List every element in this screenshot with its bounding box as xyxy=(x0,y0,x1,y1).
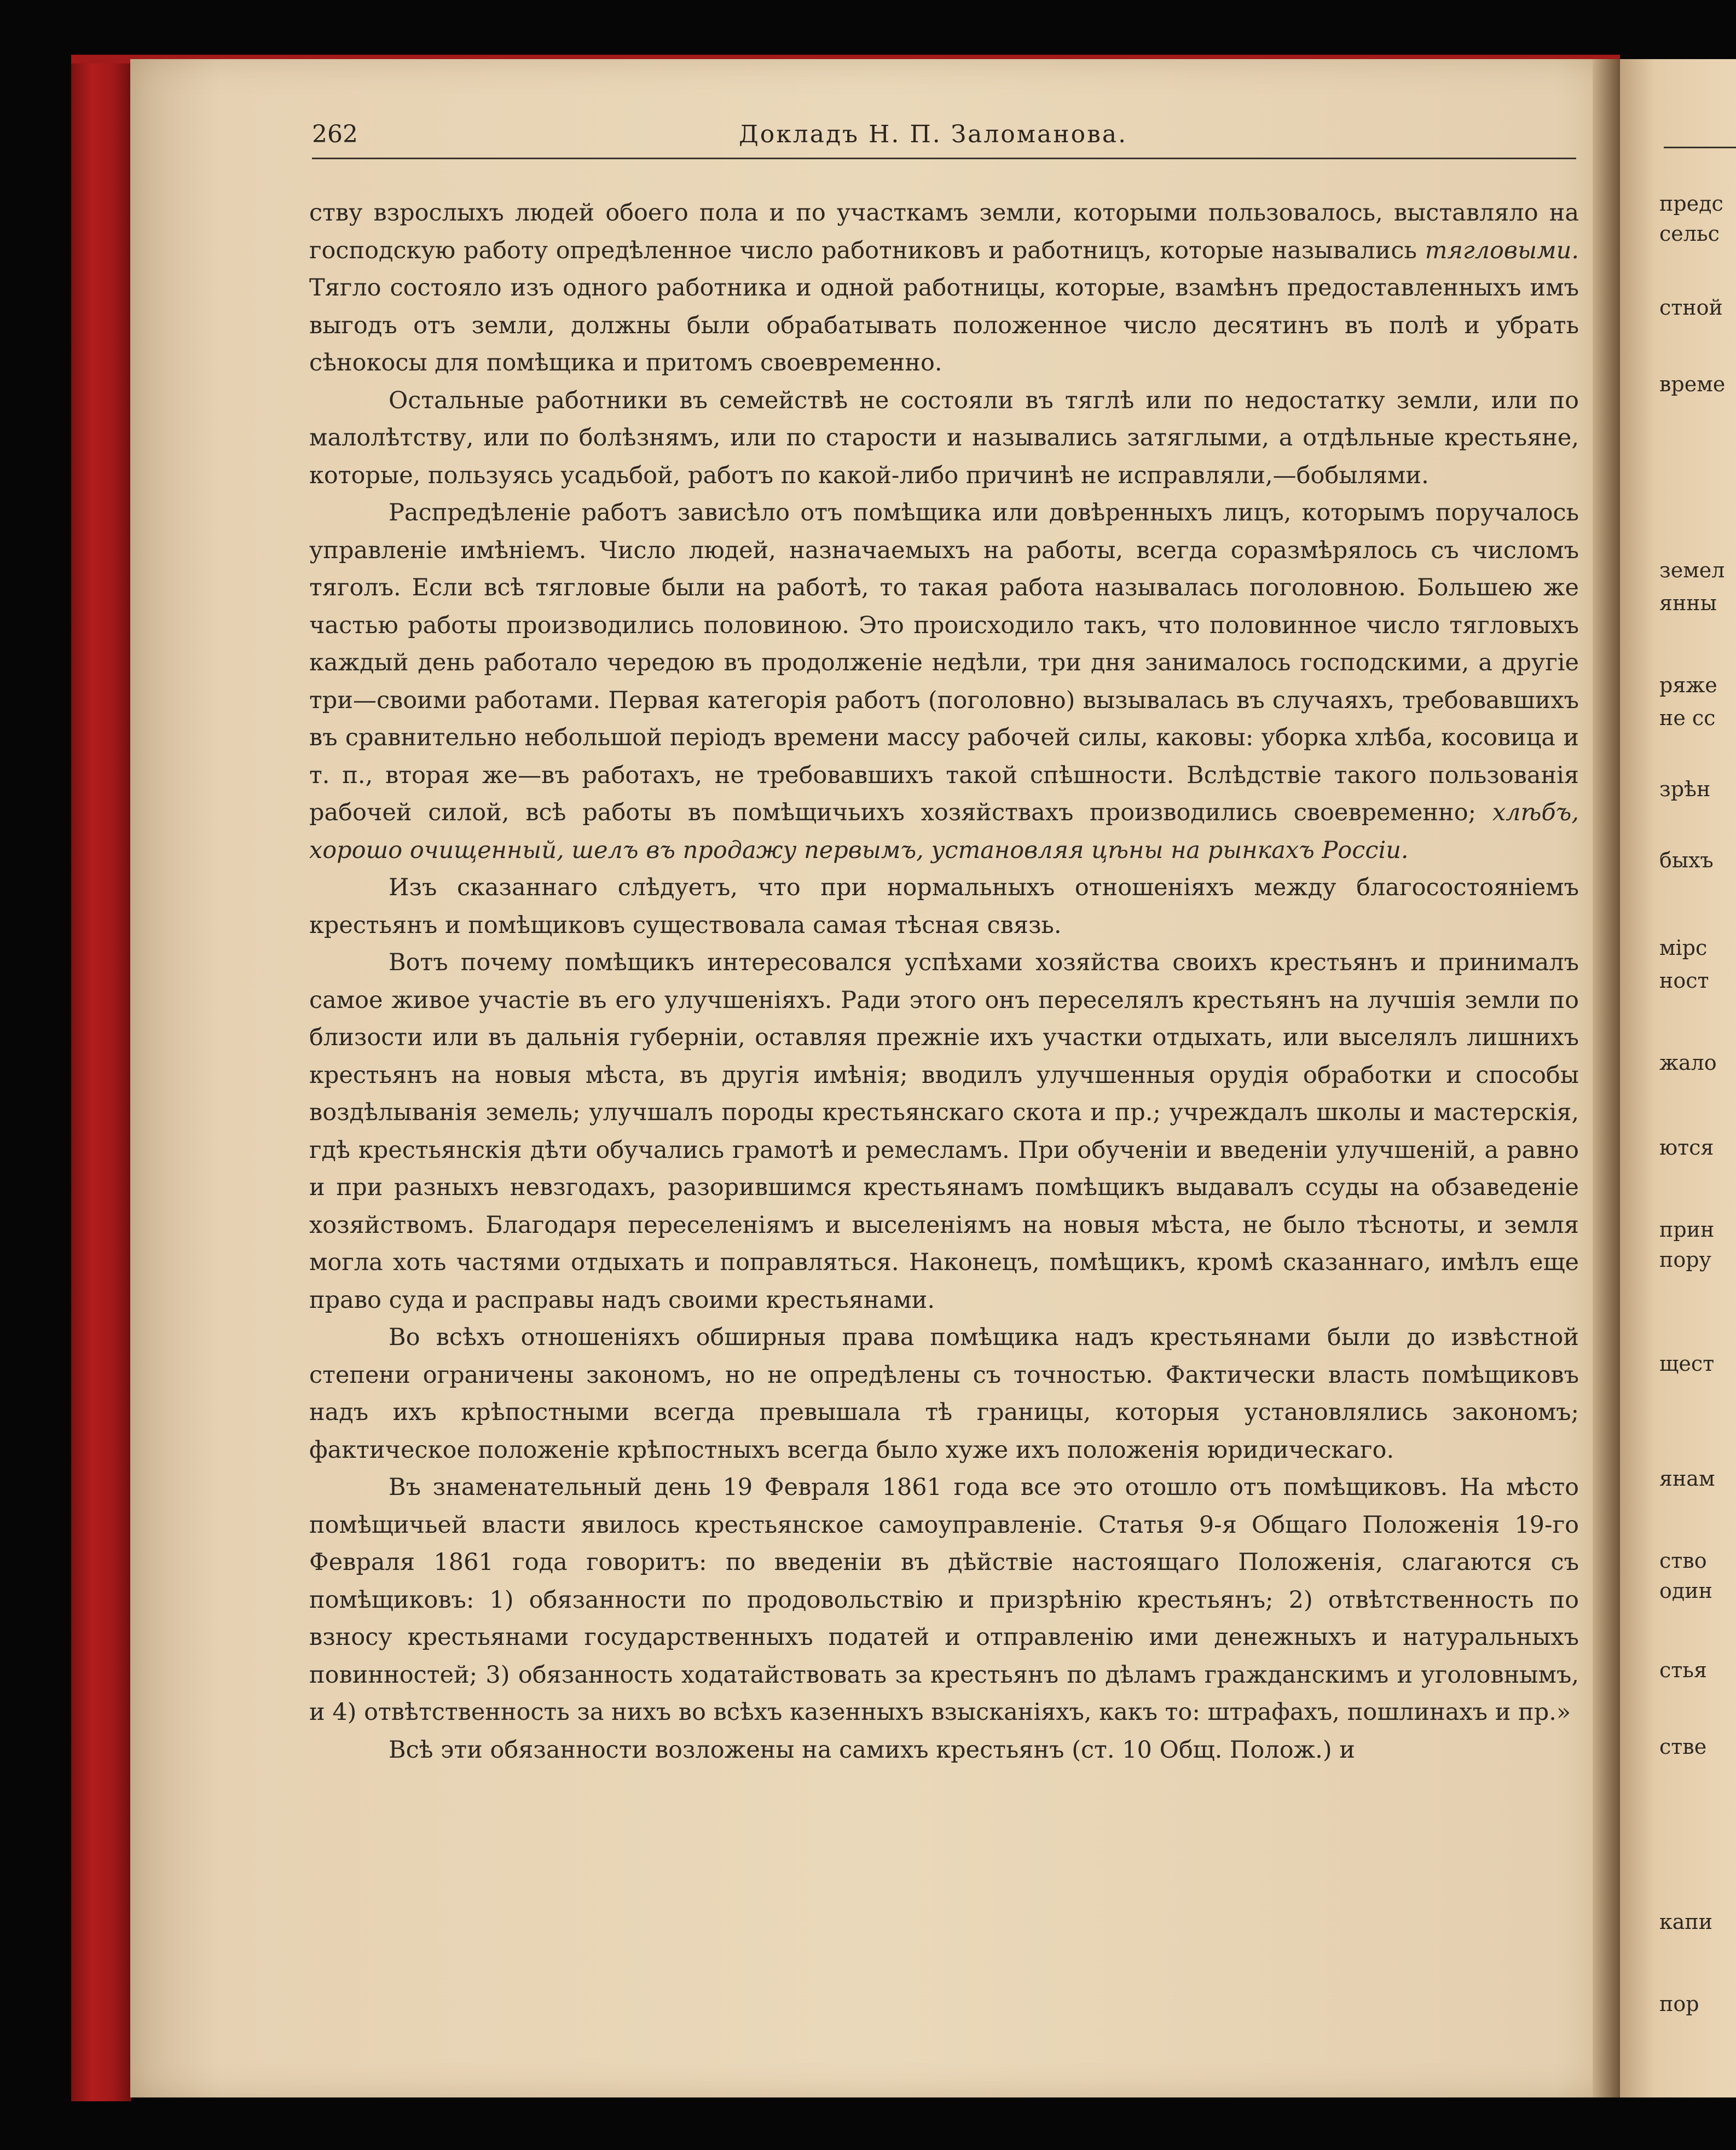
right-page-fragment: зрѣн xyxy=(1659,777,1711,801)
right-page-fragment: янны xyxy=(1659,591,1717,615)
running-title: Докладъ Н. П. Заломанова. xyxy=(739,120,1128,148)
right-page xyxy=(1620,59,1736,2097)
paragraph-5: Вотъ почему помѣщикъ интересовался успѣхами хозяйства своихъ крестьянъ и принималъ самое живое участіе въ его улучшеніяхъ. Ради этого онъ переселялъ крестьянъ на лучшія земли по близости или въ дальнія губерніи, оставляя прежніе ихъ участки отдыхать, или выселялъ лишнихъ крестьянъ на новыя мѣста, въ другія имѣнія; вводилъ улучшенныя орудія обработки и способы воздѣлыванія земель; улучшалъ породы крестьянскаго скота и пр.; учреждалъ школы и мастерскія, гдѣ крестьянскія дѣти обучались грамотѣ и ремесламъ. При обученіи и введеніи улучшеній, а равно и при разныхъ невзгодахъ, разорившимся крестьянамъ помѣщикъ выдавалъ ссуды на обзаведеніе хозяйствомъ. Благодаря переселеніямъ и выселеніямъ на новыя мѣста, не было тѣсноты, и земля могла хоть частями отдыхать и поправляться. Наконецъ, помѣщикъ, кромѣ сказаннаго, имѣлъ еще право суда и расправы надъ своими крестьянами. xyxy=(309,949,1579,1314)
right-page-fragment: ство xyxy=(1659,1549,1707,1573)
book-cover-edge xyxy=(71,55,131,2101)
paragraph-2: Остальные работники въ семействѣ не состояли въ тяглѣ или по недостатку земли, или по малолѣтству, или по болѣзнямъ, или по старости и назывались затяглыми, а отдѣльные крестьяне, которые, пользуясь усадьбой, работъ по какой-либо причинѣ не исправляли,—бобылями. xyxy=(309,386,1579,489)
paragraph-1: ству взрослыхъ людей обоего пола и по участкамъ земли, которыми пользовалось, выставляло на господскую работу опредѣленное число работниковъ и работницъ, которые назывались тягловыми. Тягло состояло изъ одного работника и одной работницы, которые, взамѣнъ предоставленныхъ имъ выгодъ отъ земли, должны были обрабатывать положенное число десятинъ въ полѣ и убрать сѣнокосы для помѣщика и притомъ своевременно. xyxy=(309,199,1579,376)
right-page-fragment: янам xyxy=(1659,1467,1715,1491)
right-page-fragment: капи xyxy=(1659,1910,1713,1934)
right-page-fragment: ност xyxy=(1659,969,1709,993)
right-page-fragment: ются xyxy=(1659,1135,1714,1160)
right-page-fragment: стной xyxy=(1659,295,1723,320)
right-page-fragment: пору xyxy=(1659,1248,1711,1272)
page-number: 262 xyxy=(312,120,358,148)
right-page-fragment: ряже xyxy=(1659,673,1717,697)
right-page-fragment: не сс xyxy=(1659,706,1716,730)
right-page-fragment: стве xyxy=(1659,1735,1707,1759)
paragraph-7: Въ знаменательный день 19 Февраля 1861 года все это отошло отъ помѣщиковъ. На мѣсто помѣщичьей власти явилось крестьянское самоуправленіе. Статья 9-я Общаго Положенія 19-го Февраля 1861 года говоритъ: по введеніи въ дѣйствіе настоящаго Положенія, слагаются съ помѣщиковъ: 1) обязанности по продовольствію и призрѣнію крестьянъ; 2) отвѣтственность по взносу крестьянами государственныхъ податей и отправленію ими денежныхъ и натуральныхъ повинностей; 3) обязанность ходатайствовать за крестьянъ по дѣламъ гражданскимъ и уголовнымъ, и 4) отвѣтственность за нихъ во всѣхъ казенныхъ взысканіяхъ, какъ то: штрафахъ, пошлинахъ и пр.» xyxy=(309,1474,1579,1726)
right-page-fragment: жало xyxy=(1659,1051,1717,1075)
right-page-fragment: щест xyxy=(1659,1352,1715,1376)
header-rule xyxy=(312,158,1576,159)
page-body xyxy=(309,194,1579,1769)
right-page-fragment: пор xyxy=(1659,1992,1699,2016)
italic-tyaglovye: тягловыми. xyxy=(1425,236,1579,264)
paragraph-6: Во всѣхъ отношеніяхъ обширныя права помѣщика надъ крестьянами были до извѣстной степени ограничены закономъ, но не опредѣлены съ точностью. Фактически власть помѣщиковъ надъ ихъ крѣпостными всегда превышала тѣ границы, которыя установлялись закономъ; фактическое положеніе крѣпостныхъ всегда было хуже ихъ положенія юридическаго. xyxy=(309,1324,1579,1464)
italic-khleb: хлѣбъ, хорошо очищенный, шелъ въ продажу первымъ, установляя цѣны на рынкахъ Россіи. xyxy=(309,799,1579,864)
paragraph-3: Распредѣленіе работъ зависѣло отъ помѣщика или довѣренныхъ лицъ, которымъ поручалось управленіе имѣніемъ. Число людей, назначаемыхъ на работы, всегда соразмѣрялось съ числомъ тяголъ. Если всѣ тягловые были на работѣ, то такая работа называлась поголовною. Большею же частью работы производились половиною. Это происходило такъ, что половинное число тягловыхъ каждый день работало чередою въ продолженіе недѣли, три дня занималось господскими, а другіе три—своими работами. Первая категорія работъ (поголовно) вызывалась въ случаяхъ, требовавшихъ въ сравнительно небольшой періодъ времени массу рабочей силы, каковы: уборка хлѣба, косовица и т. п., вторая же—въ работахъ, не требовавшихъ такой спѣшности. Вслѣдствіе такого пользованія рабочей силой, всѣ работы въ помѣщичьихъ хозяйствахъ производились своевременно; хлѣбъ, хорошо очищенный, шелъ въ продажу первымъ, установляя цѣны на рынкахъ Россіи. xyxy=(309,499,1579,864)
right-page-fragment: време xyxy=(1659,372,1726,396)
right-page-fragment: один xyxy=(1659,1579,1712,1603)
page-header xyxy=(312,120,1587,153)
right-page-fragment: сельс xyxy=(1659,222,1720,246)
right-page-fragment: мірс xyxy=(1659,936,1708,960)
paragraph-4: Изъ сказаннаго слѣдуетъ, что при нормальныхъ отношеніяхъ между благосостояніемъ крестьянъ и помѣщиковъ существовала самая тѣсная связь. xyxy=(309,874,1579,939)
right-page-fragment: стья xyxy=(1659,1658,1707,1682)
right-page-header-rule xyxy=(1664,147,1736,148)
right-page-fragment: быхъ xyxy=(1659,848,1714,872)
right-page-fragment: земел xyxy=(1659,558,1725,582)
right-page-fragment: прин xyxy=(1659,1218,1715,1242)
right-page-fragment: предс xyxy=(1659,192,1723,216)
paragraph-8: Всѣ эти обязанности возложены на самихъ крестьянъ (ст. 10 Общ. Полож.) и xyxy=(389,1736,1355,1764)
